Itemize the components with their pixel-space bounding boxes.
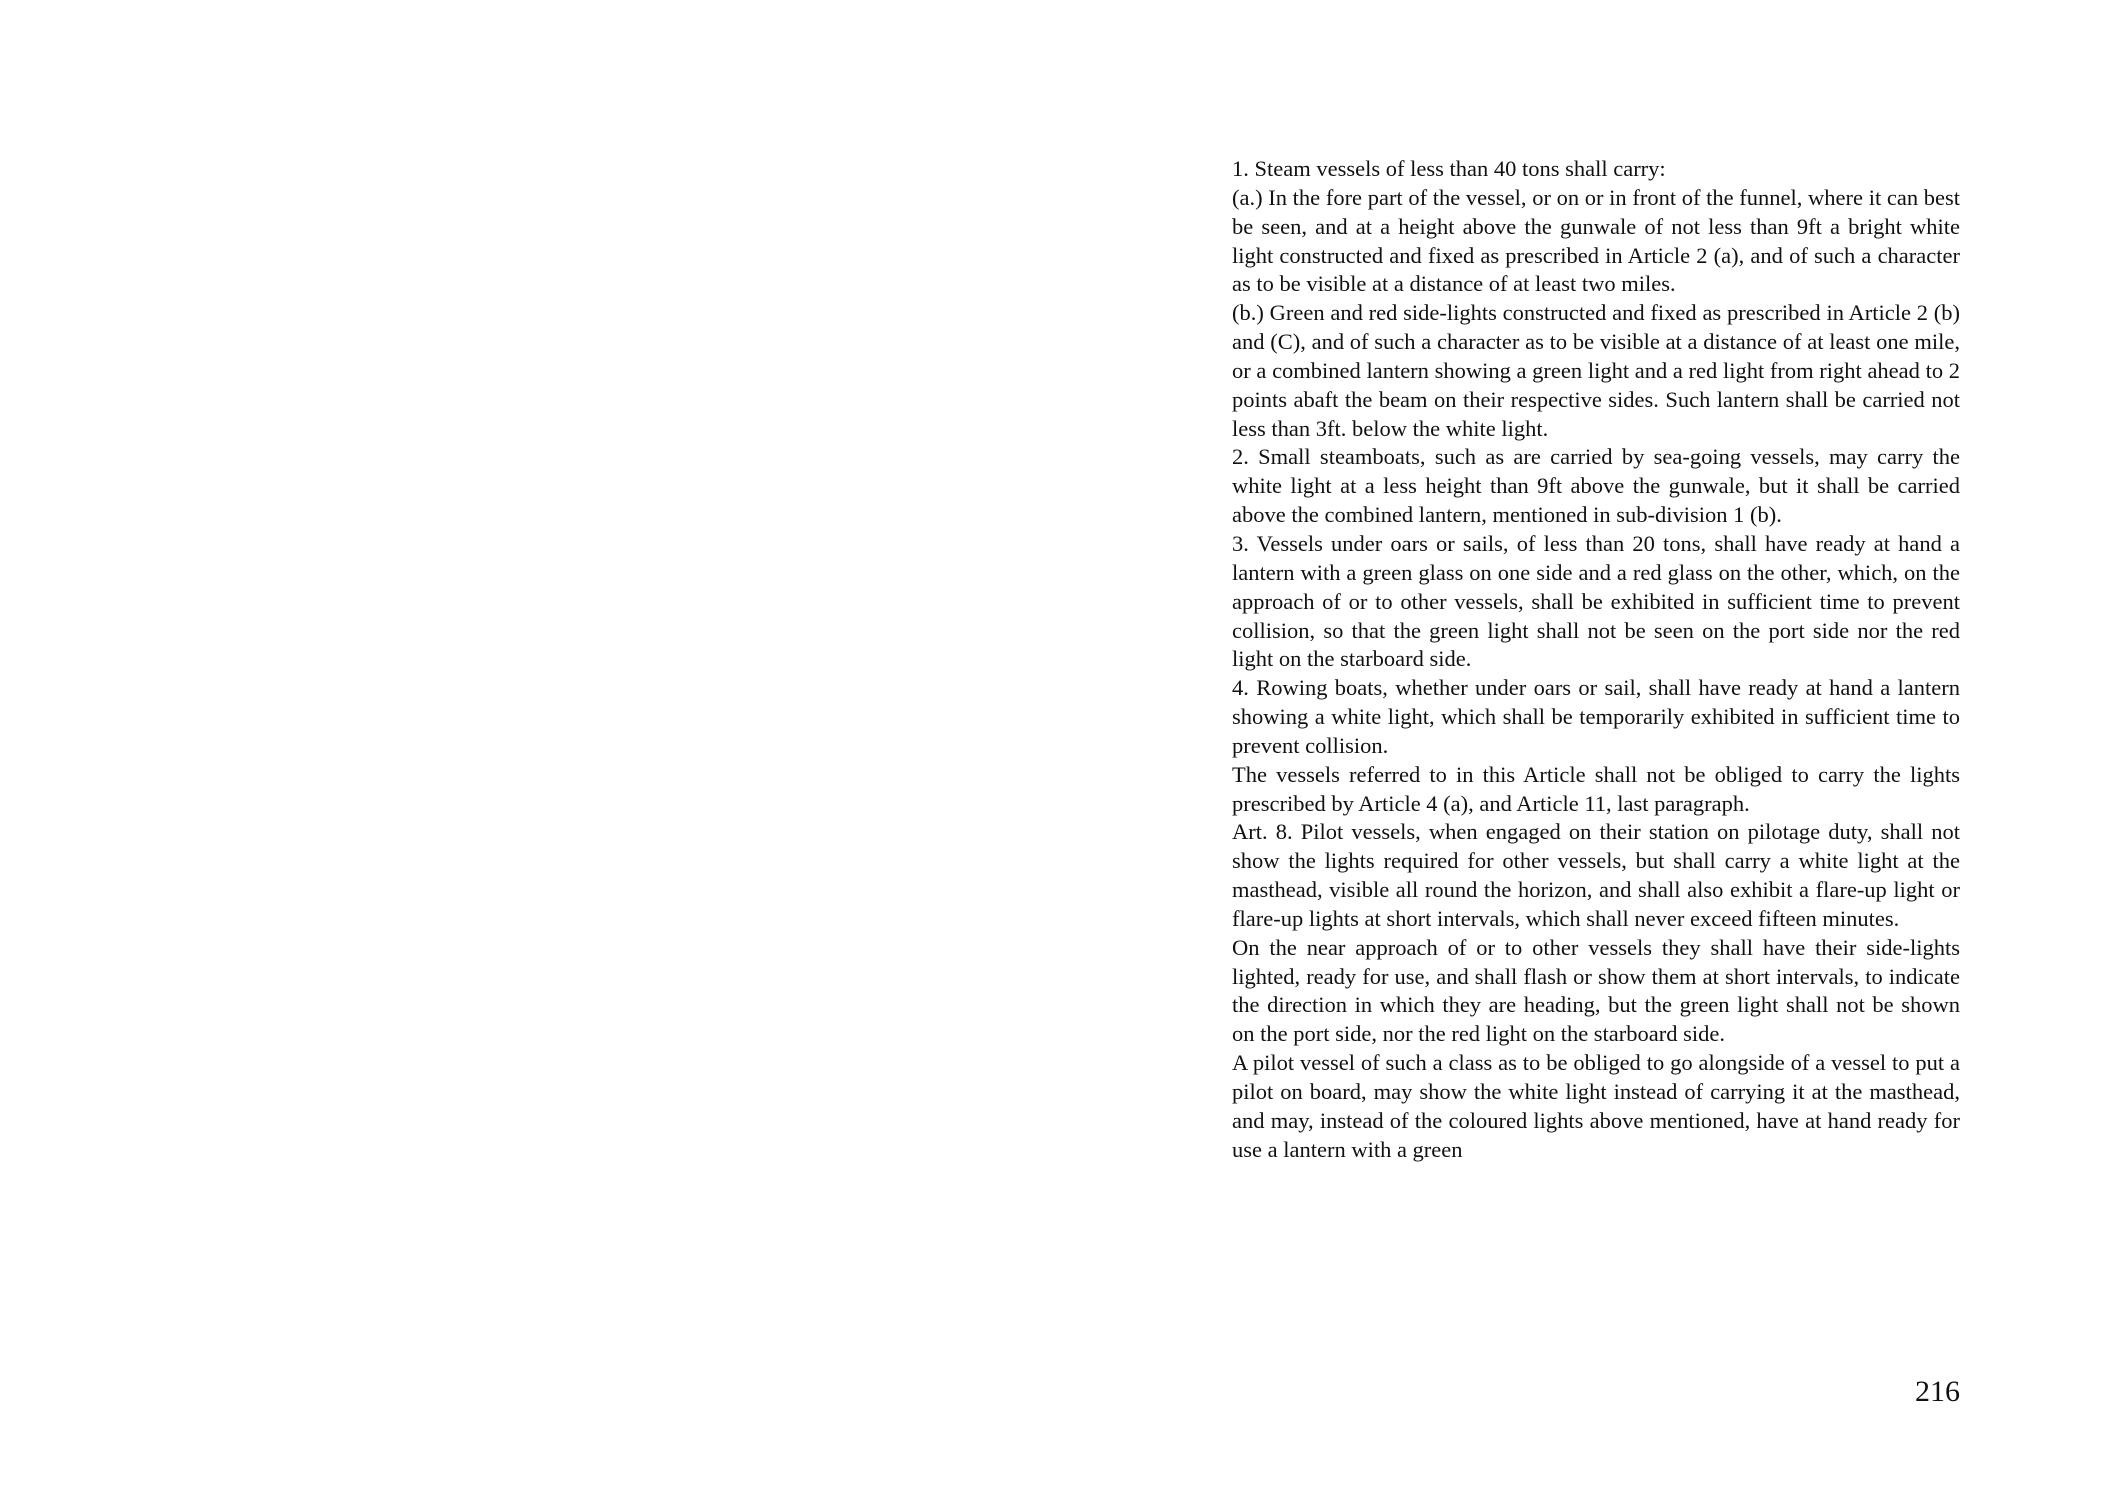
paragraph-white-light: (a.) In the fore part of the vessel, or on or in front of the funnel, where it can best be seen, and at a height above the gunwale of not less than 9ft a bright white light constructed and fixed as prescribed in Article 2 (a), and of such a character as to be visible at a distance of at least two miles. [1232,184,1960,297]
paragraph-side-lights: (b.) Green and red side-lights constructed and fixed as prescribed in Article 2 (b) and (C), and of such a character as to be visible at a distance of at least one mile, or a combined lantern showing a green light and a red light from right ahead to 2 points abaft the beam on their respective sides. Such lantern shall be carried not less than 3ft. below the white light. [1232,300,1960,441]
paragraph-near-approach: On the near approach of or to other vessels they shall have their side-lights lighted, ready for use, and shall flash or show them at short intervals, to indicate the direction in which they are heading, but the green light shall not be shown on the port side, nor the red light on the starboard side. [1232,934,1960,1047]
paragraph-steam-vessels-heading: 1. Steam vessels of less than 40 tons shall carry: [1232,156,1666,181]
paragraph-vessels-referred: The vessels referred to in this Article shall not be obliged to carry the lights prescribed by Article 4 (a), and Article 11, last paragraph. [1232,761,1960,816]
paragraph-pilot-vessel-class: A pilot vessel of such a class as to be obliged to go alongside of a vessel to put a pilot on board, may show the white light instead of carrying it at the masthead, and may, instead of the coloured lights above mentioned, have at hand ready for use a lantern with a green [1232,1050,1960,1162]
paragraph-rowing-boats: 4. Rowing boats, whether under oars or sail, shall have ready at hand a lantern showing a white light, which shall be temporarily exhibited in sufficient time to prevent collision. [1232,675,1960,758]
paragraph-vessels-under-oars: 3. Vessels under oars or sails, of less than 20 tons, shall have ready at hand a lantern with a green glass on one side and a red glass on the other, which, on the approach of or to other vessels, shall be exhibited in sufficient time to prevent collision, so that the green light shall not be seen on the port side nor the red light on the starboard side. [1232,530,1960,672]
paragraph-small-steamboats: 2. Small steamboats, such as are carried by sea-going vessels, may carry the white light at a less height than 9ft above the gunwale, but it shall be carried above the combined lantern, mentioned in sub-division 1 (b). [1232,444,1960,528]
page-body-text [1232,155,1960,1165]
page-number: 216 [1915,1375,1960,1408]
paragraph-article-8-pilot-vessels: Art. 8. Pilot vessels, when engaged on their station on pilotage duty, shall not show the lights required for other vessels, but shall carry a white light at the masthead, visible all round the horizon, and shall also exhibit a flare-up light or flare-up lights at short intervals, which shall never exceed fifteen minutes. [1232,819,1960,931]
